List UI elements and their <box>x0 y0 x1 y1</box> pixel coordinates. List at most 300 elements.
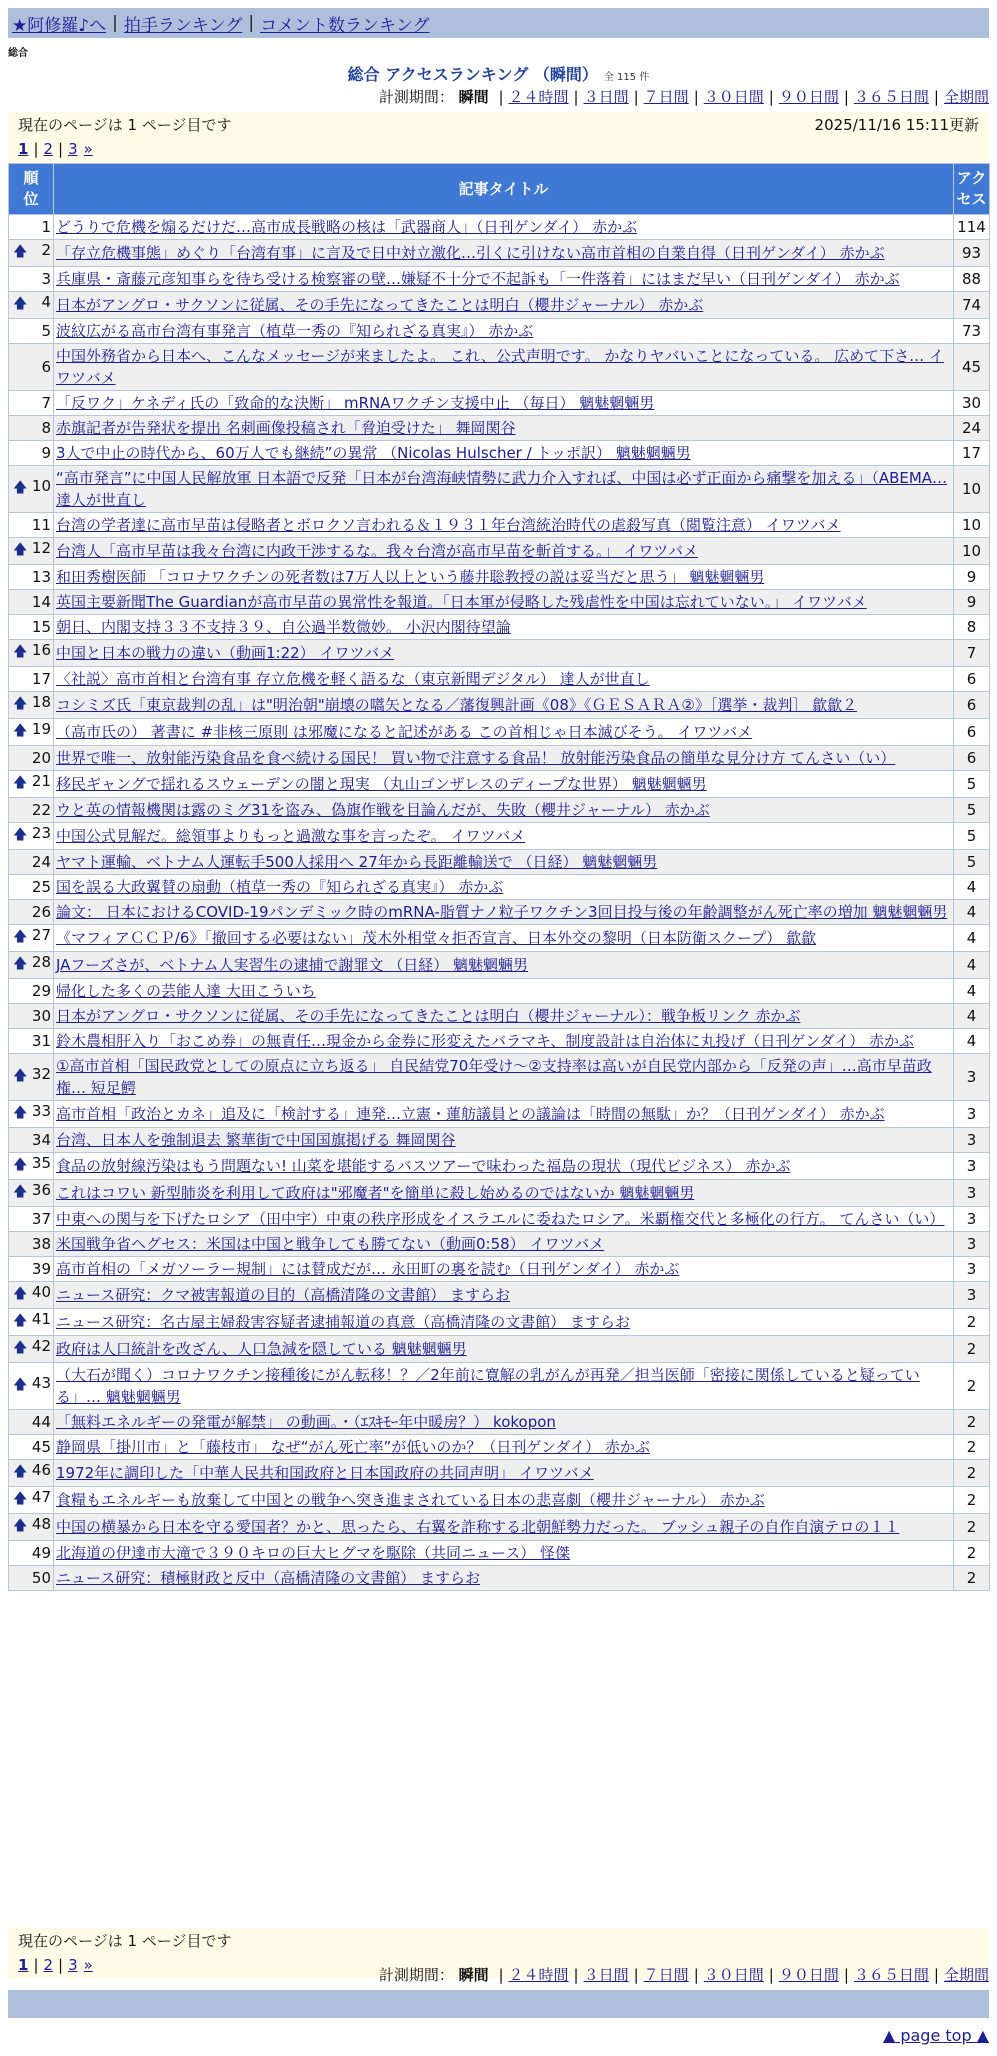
title-cell <box>54 640 954 667</box>
article-link[interactable]: ニュース研究：クマ被害報道の目的（高橋清隆の文書館） ますらお <box>56 1286 511 1304</box>
table-row <box>9 900 990 925</box>
rank-cell <box>9 1410 54 1435</box>
period-separator: | <box>933 88 939 106</box>
table-row <box>9 391 990 416</box>
table-row <box>9 466 990 513</box>
access-count: 3 <box>954 1054 990 1101</box>
page-title <box>0 62 997 85</box>
access-count: 4 <box>954 875 990 900</box>
period-option-link[interactable]: ３６５日間 <box>853 88 929 106</box>
article-link[interactable]: 日本がアングロ・サクソンに従属、その手先になってきたことは明白（櫻井ジャーナル）：戦争板リンク 赤かぶ <box>56 1007 801 1025</box>
article-link[interactable]: 1972年に調印した「中華人民共和国政府と日本国政府の共同声明」 イワツバメ <box>56 1464 594 1482</box>
rank-cell <box>9 240 54 267</box>
rank-number: 17 <box>31 670 51 688</box>
title-cell <box>54 1257 954 1282</box>
period-selector-top <box>379 86 989 107</box>
title-cell <box>54 1336 954 1363</box>
rank-number: 42 <box>31 1337 51 1355</box>
article-link[interactable]: 3人で中止の時代から、60万人でも継続”の異常 （Nicolas Hulscher / トッポ訳） 魑魅魍魎男 <box>56 444 691 462</box>
title-cell <box>54 1128 954 1153</box>
article-link[interactable]: どうりで危機を煽るだけだ…高市成長戦略の核は「武器商人」（日刊ゲンダイ） 赤かぶ <box>56 218 638 236</box>
link-clap-ranking[interactable]: 拍手ランキング <box>123 15 243 36</box>
article-link[interactable]: 国を誤る大政翼賛の扇動（植草一秀の『知られざる真実』） 赤かぶ <box>56 878 504 896</box>
article-link[interactable]: 移民ギャングで揺れるスウェーデンの闇と現実 （丸山ゴンザレスのディープな世界） 魑魅魍魎男 <box>56 775 707 793</box>
rank-cell <box>9 416 54 441</box>
period-selector-bottom <box>379 1964 989 1985</box>
article-link[interactable]: 政府は人口統計を改ざん、人口急減を隠している 魑魅魍魎男 <box>56 1340 467 1358</box>
title-cell <box>54 1514 954 1541</box>
title-cell <box>54 692 954 719</box>
period-separator: | <box>633 88 639 106</box>
table-row <box>9 1232 990 1257</box>
rank-number: 13 <box>31 568 51 586</box>
rank-up-arrow-icon: 🡅 <box>13 1464 28 1480</box>
access-count: 5 <box>954 771 990 798</box>
rank-number: 2 <box>41 241 51 259</box>
rank-cell <box>9 1257 54 1282</box>
table-row <box>9 850 990 875</box>
page-separator: | <box>58 140 64 158</box>
access-count: 6 <box>954 692 990 719</box>
table-row <box>9 538 990 565</box>
rank-number: 5 <box>41 322 51 340</box>
access-count: 7 <box>954 640 990 667</box>
page-link[interactable]: 2 <box>43 1956 54 1974</box>
rank-up-arrow-icon: 🡅 <box>13 1286 28 1302</box>
table-row <box>9 1541 990 1566</box>
page-status: 現在のページは 1 ページ目です <box>18 115 232 134</box>
article-link[interactable]: 高市首相「政治とカネ」追及に「検討する」連発…立憲・蓮舫議員との議論は「時間の無駄」か？（日刊ゲンダイ） 赤かぶ <box>56 1105 885 1123</box>
rank-cell <box>9 1029 54 1054</box>
article-link[interactable]: “高市発言”に中国人民解放軍 日本語で反発「日本が台湾海峡情勢に武力介入すれば、中国は必ず正面から痛撃を加える」（ABEMA… 達人が世直し <box>56 469 948 509</box>
rank-cell <box>9 615 54 640</box>
article-link[interactable]: 高市首相の「メガソーラー規制」には賛成だが… 永田町の裏を読む（日刊ゲンダイ） 赤かぶ <box>56 1260 680 1278</box>
access-count: 2 <box>954 1309 990 1336</box>
period-separator: | <box>498 1966 504 1984</box>
rank-number: 45 <box>31 1438 51 1456</box>
access-count: 24 <box>954 416 990 441</box>
title-cell <box>54 1054 954 1101</box>
rank-number: 26 <box>31 903 51 921</box>
rank-up-arrow-icon: 🡅 <box>13 723 28 739</box>
rank-cell <box>9 1207 54 1232</box>
title-cell <box>54 875 954 900</box>
table-row <box>9 1101 990 1128</box>
period-option-link[interactable]: ３日間 <box>583 88 629 106</box>
rank-number: 7 <box>41 394 51 412</box>
link-asyura[interactable]: ★阿修羅♪へ <box>12 15 107 36</box>
header-access: アクセス <box>954 164 990 215</box>
rank-cell <box>9 823 54 850</box>
period-separator: | <box>843 88 849 106</box>
rank-cell <box>9 1282 54 1309</box>
rank-cell <box>9 391 54 416</box>
access-count: 30 <box>954 391 990 416</box>
rank-up-arrow-icon: 🡅 <box>13 644 28 660</box>
title-cell <box>54 900 954 925</box>
article-link[interactable]: 静岡県「掛川市」と「藤枝市」 なぜ“がん死亡率”が低いのか？（日刊ゲンダイ） 赤かぶ <box>56 1438 650 1456</box>
rank-cell <box>9 925 54 952</box>
table-row <box>9 292 990 319</box>
rank-cell <box>9 771 54 798</box>
access-count: 3 <box>954 1207 990 1232</box>
title-cell <box>54 267 954 292</box>
period-current: 瞬間 <box>458 1966 489 1984</box>
title-cell <box>54 1487 954 1514</box>
rank-number: 11 <box>31 516 51 534</box>
access-count: 6 <box>954 667 990 692</box>
rank-cell <box>9 1363 54 1410</box>
access-count: 93 <box>954 240 990 267</box>
rank-number: 20 <box>31 749 51 767</box>
page-link[interactable]: 3 <box>68 140 78 158</box>
header-rank: 順位 <box>9 164 54 215</box>
page-link-next[interactable]: » <box>83 1956 93 1974</box>
page-link[interactable]: 2 <box>43 140 54 158</box>
rank-number: 4 <box>41 293 51 311</box>
access-count: 114 <box>954 215 990 240</box>
period-separator: | <box>693 1966 699 1984</box>
table-row <box>9 590 990 615</box>
table-row <box>9 719 990 746</box>
page-link[interactable]: 3 <box>68 1956 78 1974</box>
rank-up-arrow-icon: 🡅 <box>13 1184 28 1200</box>
rank-number: 28 <box>31 953 51 971</box>
access-count: 2 <box>954 1460 990 1487</box>
article-link[interactable]: これはコワい 新型肺炎を利用して政府は"邪魔者"を簡単に殺し始めるのではないか 魑魅魍魎男 <box>56 1184 695 1202</box>
article-link[interactable]: 「存立危機事態」めぐり「台湾有事」に言及で日中対立激化…引くに引けない高市首相の自業自得（日刊ゲンダイ） 赤かぶ <box>56 244 885 262</box>
article-link[interactable]: 台湾、日本人を強制退去 繁華街で中国国旗掲げる 舞岡関谷 <box>56 1131 456 1149</box>
rank-cell <box>9 1514 54 1541</box>
page-link-next[interactable]: » <box>83 140 93 158</box>
page-top-link[interactable]: ▲ page top ▲ <box>882 2026 989 2045</box>
rank-number: 27 <box>31 926 51 944</box>
access-count: 4 <box>954 979 990 1004</box>
rank-number: 50 <box>31 1569 51 1587</box>
access-count: 9 <box>954 565 990 590</box>
rank-cell <box>9 1128 54 1153</box>
rank-cell <box>9 798 54 823</box>
access-count: 6 <box>954 746 990 771</box>
rank-number: 30 <box>31 1007 51 1025</box>
rank-cell <box>9 952 54 979</box>
article-link[interactable]: 世界で唯一、放射能汚染食品を食べ続ける国民！ 買い物で注意する食品！ 放射能汚染食品の簡単な見分け方 てんさい（い） <box>56 749 896 767</box>
article-link[interactable]: 「無料エネルギーの発電が解禁」 の動画。・（ｴｽｷﾓｰ年中暖房？） kokopon <box>56 1413 556 1431</box>
rank-cell <box>9 850 54 875</box>
title-cell <box>54 1410 954 1435</box>
pager-top <box>8 112 989 162</box>
article-link[interactable]: ウと英の情報機関は露のミグ31を盗み、偽旗作戦を目論んだが、失敗（櫻井ジャーナル） 赤かぶ <box>56 801 710 819</box>
table-row <box>9 1029 990 1054</box>
rank-cell <box>9 900 54 925</box>
rank-up-arrow-icon: 🡅 <box>13 929 28 945</box>
rank-number: 34 <box>31 1131 51 1149</box>
period-option-link[interactable]: ３６５日間 <box>853 1966 929 1984</box>
article-link[interactable]: 朝日、内閣支持３３不支持３９、自公過半数微妙。 小沢内閣待望論 <box>56 618 511 636</box>
article-link[interactable]: 米国戦争省ヘグセス：米国は中国と戦争しても勝てない（動画0:58） イワツバメ <box>56 1235 605 1253</box>
period-option-link[interactable]: ９０日間 <box>778 1966 839 1984</box>
rank-number: 35 <box>31 1154 51 1172</box>
rank-number: 40 <box>31 1283 51 1301</box>
article-link[interactable]: 《マフィアＣＣＰ/6》「撤回する必要はない」茂木外相堂々拒否宣言、日本外交の黎明（日本防衛スクープ） 歙歙 <box>56 929 817 947</box>
period-option-link[interactable]: ２４時間 <box>508 88 569 106</box>
ranking-body <box>9 215 990 1591</box>
title-cell <box>54 925 954 952</box>
article-link[interactable]: 台湾人「高市早苗は我々台湾に内政干渉するな。我々台湾が高市早苗を斬首する。」 イワツバメ <box>56 542 698 560</box>
table-row <box>9 823 990 850</box>
article-link[interactable]: 〈社説〉高市首相と台湾有事 存立危機を軽く語るな（東京新聞デジタル） 達人が世直し <box>56 670 650 688</box>
rank-number: 6 <box>41 358 51 376</box>
article-link[interactable]: 波紋広がる高市台湾有事発言（植草一秀の『知られざる真実』） 赤かぶ <box>56 322 534 340</box>
access-count: 2 <box>954 1336 990 1363</box>
rank-cell <box>9 267 54 292</box>
link-comment-ranking[interactable]: コメント数ランキング <box>260 15 430 36</box>
article-link[interactable]: ニュース研究：積極財政と反中（高橋清隆の文書館） ますらお <box>56 1569 481 1587</box>
page-links <box>18 136 979 162</box>
nav-separator: | <box>112 13 118 33</box>
rank-up-arrow-icon: 🡅 <box>13 1518 28 1534</box>
access-count: 2 <box>954 1541 990 1566</box>
rank-up-arrow-icon: 🡅 <box>13 1377 28 1393</box>
table-row <box>9 240 990 267</box>
period-separator: | <box>498 88 504 106</box>
table-row <box>9 565 990 590</box>
period-option-link[interactable]: ９０日間 <box>778 88 839 106</box>
period-current: 瞬間 <box>458 88 489 106</box>
period-option-link[interactable]: ３０日間 <box>703 88 764 106</box>
rank-up-arrow-icon: 🡅 <box>13 296 28 312</box>
access-count: 2 <box>954 1410 990 1435</box>
article-link[interactable]: 日本がアングロ・サクソンに従属、その手先になってきたことは明白（櫻井ジャーナル） 赤かぶ <box>56 296 704 314</box>
access-count: 74 <box>954 292 990 319</box>
access-count: 10 <box>954 466 990 513</box>
rank-number: 33 <box>31 1102 51 1120</box>
article-link[interactable]: （大石が聞く）コロナワクチン接種後にがん転移！？／2年前に寛解の乳がんが再発／担当医師「密接に関係していると疑っている」… 魑魅魍魎男 <box>56 1366 920 1406</box>
article-link[interactable]: 中国外務省から日本へ、こんなメッセージが来ましたよ。 これ、公式声明です。 かなりヤバいことになっている。 広めて下さ… イワツバメ <box>56 347 944 387</box>
rank-up-arrow-icon: 🡅 <box>13 1491 28 1507</box>
title-cell <box>54 590 954 615</box>
table-row <box>9 1336 990 1363</box>
period-separator: | <box>768 1966 774 1984</box>
access-count: 5 <box>954 798 990 823</box>
rank-up-arrow-icon: 🡅 <box>13 696 28 712</box>
rank-cell <box>9 1153 54 1180</box>
table-row <box>9 1207 990 1232</box>
period-option-link[interactable]: ７日間 <box>643 88 689 106</box>
table-row <box>9 344 990 391</box>
access-count: 3 <box>954 1101 990 1128</box>
access-count: 8 <box>954 615 990 640</box>
table-row <box>9 1363 990 1410</box>
rank-cell <box>9 1541 54 1566</box>
article-link[interactable]: 台湾の学者達に高市早苗は侵略者とボロクソ言われる＆１９３１年台湾統治時代の虐殺写真（閲覧注意） イワツバメ <box>56 516 841 534</box>
access-count: 3 <box>954 1153 990 1180</box>
title-cell <box>54 1207 954 1232</box>
rank-number: 43 <box>31 1374 51 1392</box>
period-separator: | <box>633 1966 639 1984</box>
rank-up-arrow-icon: 🡅 <box>13 480 28 496</box>
article-link[interactable]: 兵庫県・斎藤元彦知事らを待ち受ける検察審の壁…嫌疑不十分で不起訴も「一件落着」にはまだ早い（日刊ゲンダイ） 赤かぶ <box>56 270 900 288</box>
rank-up-arrow-icon: 🡅 <box>13 827 28 843</box>
title-cell <box>54 850 954 875</box>
article-link[interactable]: （高市氏の） 著書に #非核三原則 は邪魔になると記述がある この首相じゃ日本滅びそう。 イワツバメ <box>56 723 753 741</box>
title-cell <box>54 1309 954 1336</box>
rank-number: 1 <box>41 218 51 236</box>
access-count: 3 <box>954 1180 990 1207</box>
access-count: 2 <box>954 1435 990 1460</box>
rank-cell <box>9 538 54 565</box>
total-count: 全 115 件 <box>603 72 650 83</box>
article-link[interactable]: 和田秀樹医師 「コロナワクチンの死者数は7万人以上という藤井聡教授の説は妥当だと思う」 魑魅魍魎男 <box>56 568 765 586</box>
updated-time: 2025/11/16 15:11更新 <box>814 115 979 134</box>
article-link[interactable]: JAフーズさが、ベトナム人実習生の逮捕で謝罪文 （日経） 魑魅魍魎男 <box>56 956 529 974</box>
rank-cell <box>9 344 54 391</box>
article-link[interactable]: 中東への関与を下げたロシア（田中宇）中東の秩序形成をイスラエルに委ねたロシア。米覇権交代と多極化の行方。 てんさい（い） <box>56 1210 945 1228</box>
access-count: 2 <box>954 1566 990 1591</box>
rank-up-arrow-icon: 🡅 <box>13 1340 28 1356</box>
title-cell <box>54 1232 954 1257</box>
table-row <box>9 1460 990 1487</box>
table-row <box>9 267 990 292</box>
table-row <box>9 1566 990 1591</box>
article-link[interactable]: 中国公式見解だ。総領事よりもっと過激な事を言ったぞ。 イワツバメ <box>56 827 526 845</box>
rank-number: 39 <box>31 1260 51 1278</box>
table-row <box>9 952 990 979</box>
title-cell <box>54 1566 954 1591</box>
table-row <box>9 640 990 667</box>
article-link[interactable]: コシミズ氏「東京裁判の乱」は"明治朝"崩壊の嚆矢となる／藩復興計画《08》《ＧＥＳＡＲＡ②》［選挙・裁判］ 歙歙２ <box>56 696 858 714</box>
table-row <box>9 667 990 692</box>
article-link[interactable]: ①高市首相「国民政党としての原点に立ち返る」 自民結党70年受け～②支持率は高いが自民党内部から「反発の声」…高市早苗政権… 短足鰐 <box>56 1057 932 1097</box>
period-label: 計測期間： <box>378 88 454 106</box>
rank-cell <box>9 1180 54 1207</box>
article-link[interactable]: 赤旗記者が告発状を提出 名刺画像投稿され「脅迫受けた」 舞岡関谷 <box>56 419 516 437</box>
title-cell <box>54 441 954 466</box>
period-option-link[interactable]: 全期間 <box>943 88 989 106</box>
article-link[interactable]: ヤマト運輸、ベトナム人運転手500人採用へ 27年から長距離輸送で （日経） 魑魅魍魎男 <box>56 853 658 871</box>
rank-number: 29 <box>31 982 51 1000</box>
table-row <box>9 1282 990 1309</box>
rank-cell <box>9 692 54 719</box>
period-option-link[interactable]: ３日間 <box>583 1966 629 1984</box>
category-label: 総合 <box>8 48 28 59</box>
table-row <box>9 319 990 344</box>
table-row <box>9 1410 990 1435</box>
rank-cell <box>9 292 54 319</box>
rank-cell <box>9 1566 54 1591</box>
rank-cell <box>9 746 54 771</box>
page-link-current[interactable]: 1 <box>18 140 29 158</box>
table-row <box>9 925 990 952</box>
title-cell <box>54 1435 954 1460</box>
footer-bar <box>8 1990 989 2018</box>
title-cell <box>54 292 954 319</box>
article-link[interactable]: 食糧もエネルギーも放棄して中国との戦争へ突き進まされている日本の悲喜劇（櫻井ジャーナル） 赤かぶ <box>56 1491 765 1509</box>
article-link[interactable]: 北海道の伊達市大滝で３９０キロの巨大ヒグマを駆除（共同ニュース） 怪傑 <box>56 1544 571 1562</box>
rank-cell <box>9 875 54 900</box>
table-row <box>9 1180 990 1207</box>
rank-number: 25 <box>31 878 51 896</box>
access-count: 3 <box>954 1232 990 1257</box>
title-cell <box>54 1282 954 1309</box>
access-count: 10 <box>954 538 990 565</box>
page-separator: | <box>33 1956 39 1974</box>
rank-number: 36 <box>31 1181 51 1199</box>
rank-number: 18 <box>31 693 51 711</box>
access-count: 2 <box>954 1514 990 1541</box>
page-separator: | <box>33 140 39 158</box>
access-count: 88 <box>954 267 990 292</box>
period-option-link[interactable]: ２４時間 <box>508 1966 569 1984</box>
period-option-link[interactable]: 全期間 <box>943 1966 989 1984</box>
table-row <box>9 798 990 823</box>
table-row <box>9 513 990 538</box>
table-row <box>9 1054 990 1101</box>
article-link[interactable]: ニュース研究：名古屋主婦殺害容疑者逮捕報道の真意（高橋清隆の文書館） ますらお <box>56 1313 631 1331</box>
access-count: 9 <box>954 590 990 615</box>
title-cell <box>54 1004 954 1029</box>
title-cell <box>54 344 954 391</box>
rank-up-arrow-icon: 🡅 <box>13 1157 28 1173</box>
rank-number: 14 <box>31 593 51 611</box>
article-link[interactable]: 食品の放射線汚染はもう問題ない! 山菜を堪能するバスツアーで味わった福島の現状（現代ビジネス） 赤かぶ <box>56 1157 791 1175</box>
title-cell <box>54 1153 954 1180</box>
rank-number: 9 <box>41 444 51 462</box>
article-link[interactable]: 鈴木農相肝入り「おこめ券」の無責任…現金から金券に形変えたバラマキ、制度設計は自治体に丸投げ（日刊ゲンダイ） 赤かぶ <box>56 1032 914 1050</box>
title-cell <box>54 565 954 590</box>
article-link[interactable]: 中国と日本の戦力の違い（動画1:22） イワツバメ <box>56 644 395 662</box>
rank-up-arrow-icon: 🡅 <box>13 956 28 972</box>
title-cell <box>54 823 954 850</box>
article-link[interactable]: 中国の横暴から日本を守る愛国者？かと、思ったら、右翼を詐称する北朝鮮勢力だった。 ブッシュ親子の自作自演テロの１１ <box>56 1518 900 1536</box>
page-link-current[interactable]: 1 <box>18 1956 29 1974</box>
access-count: 4 <box>954 1004 990 1029</box>
title-cell <box>54 979 954 1004</box>
rank-number: 24 <box>31 853 51 871</box>
access-count: 45 <box>954 344 990 391</box>
table-row <box>9 215 990 240</box>
title-cell <box>54 952 954 979</box>
period-option-link[interactable]: ７日間 <box>643 1966 689 1984</box>
period-separator: | <box>843 1966 849 1984</box>
table-row <box>9 1128 990 1153</box>
period-separator: | <box>573 1966 579 1984</box>
rank-cell <box>9 640 54 667</box>
rank-number: 19 <box>31 720 51 738</box>
title-cell <box>54 1363 954 1410</box>
title-cell <box>54 746 954 771</box>
rank-cell <box>9 1336 54 1363</box>
access-count: 4 <box>954 952 990 979</box>
rank-cell <box>9 441 54 466</box>
rank-up-arrow-icon: 🡅 <box>13 775 28 791</box>
article-link[interactable]: 「反ワク」ケネディ氏の「致命的な決断」 mRNAワクチン支援中止 （毎日） 魑魅魍魎男 <box>56 394 655 412</box>
rank-cell <box>9 565 54 590</box>
table-row <box>9 1435 990 1460</box>
rank-number: 3 <box>41 270 51 288</box>
article-link[interactable]: 帰化した多くの芸能人達 大田こういち <box>56 982 316 1000</box>
rank-cell <box>9 466 54 513</box>
table-row <box>9 875 990 900</box>
title-cell <box>54 719 954 746</box>
access-count: 3 <box>954 1257 990 1282</box>
rank-number: 8 <box>41 419 51 437</box>
period-option-link[interactable]: ３０日間 <box>703 1966 764 1984</box>
article-link[interactable]: 論文： 日本におけるCOVID-19パンデミック時のmRNA-脂質ナノ粒子ワクチン3回目投与後の年齢調整がん死亡率の増加 魑魅魍魎男 <box>56 903 948 921</box>
table-row <box>9 1004 990 1029</box>
article-link[interactable]: 英国主要新聞The Guardianが高市早苗の異常性を報道。「日本軍が侵略した残虐性を中国は忘れていない。」 イワツバメ <box>56 593 867 611</box>
access-count: 2 <box>954 1487 990 1514</box>
